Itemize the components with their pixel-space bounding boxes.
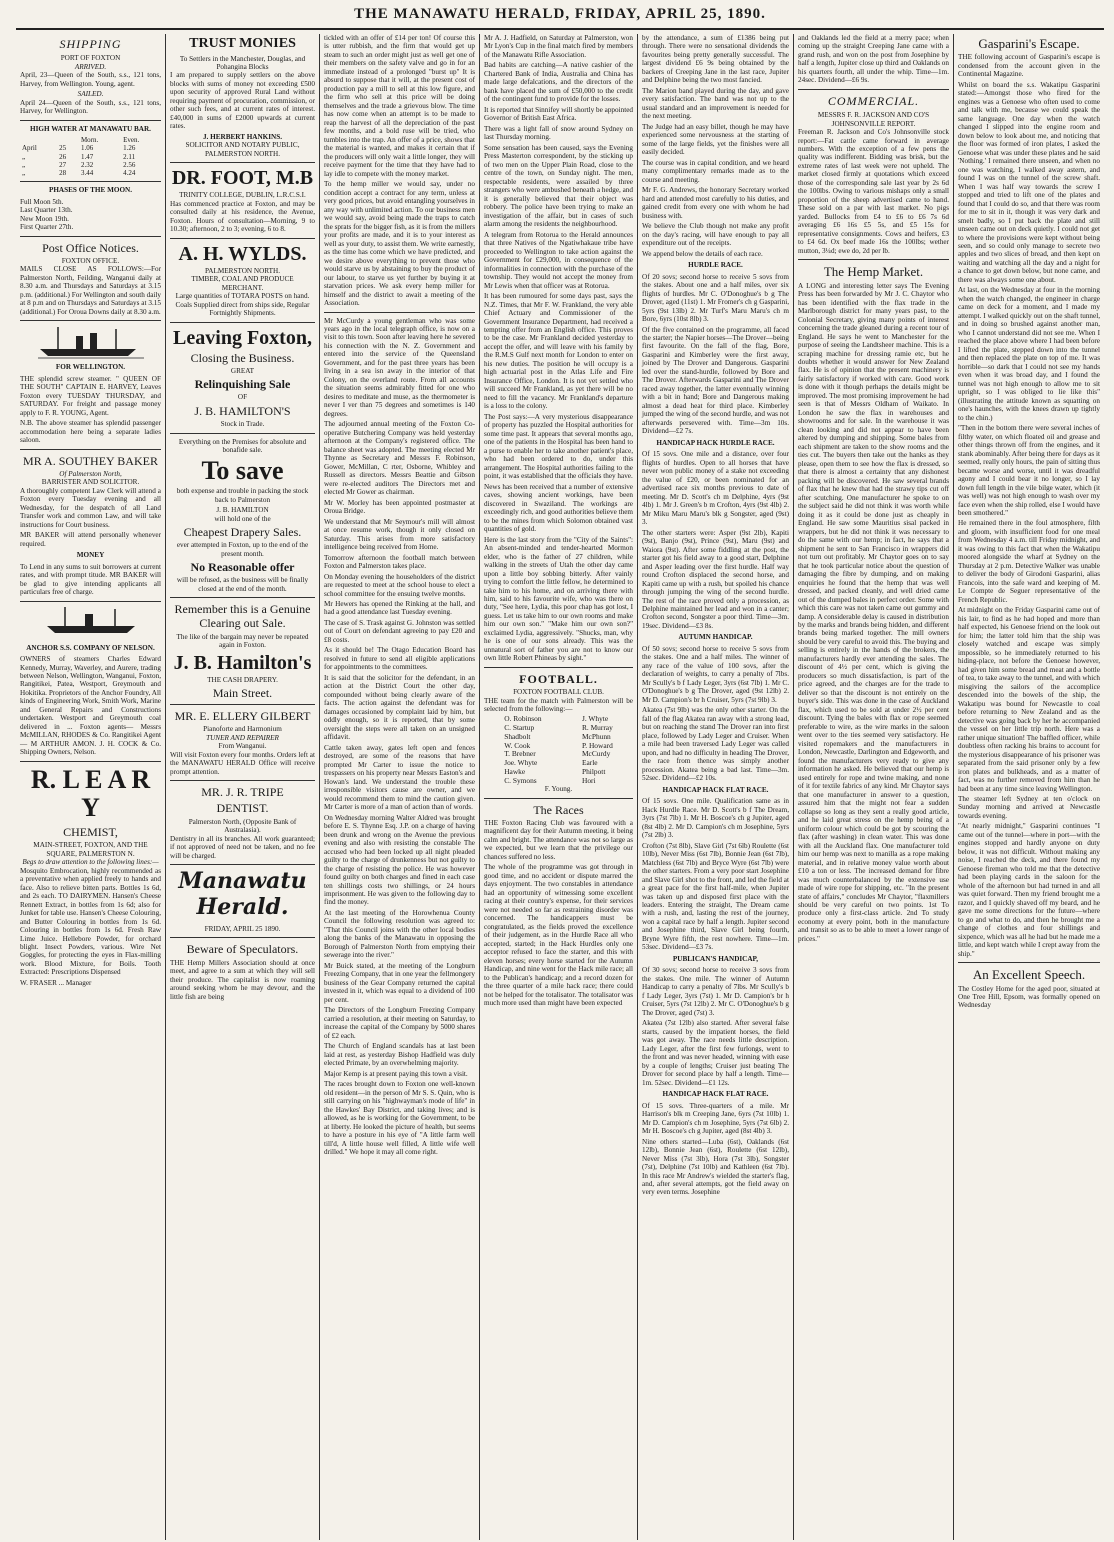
paragraph: Mr Hewers has opened the Rinking at the hall, and had a good attendance last Tuesday evening. (324, 600, 475, 617)
sailed-text: April 24—Queen of the South, s.s., 121 tons, Harvey, for Wellington. (20, 98, 161, 116)
paragraph: Mr F. G. Andrews, the honorary Secretary worked hard and attended most carefully to his duties, and gained credit from every one with whom he had business with. (642, 186, 789, 220)
paragraph: There was a light fall of snow around Sydney on last Thursday morning. (484, 124, 633, 142)
paragraph: At last, on the Wednesday at four in the morning when the watch changed, the engineer in charge came on deck for a moment, and I made my attempt. I walked quickly out on the shaft tunnel, and in doing so brushed against another man, who I cannot understand did not see me. When I reached the place above where I had been before I lifted the plate, stepped down into the tunnel and then replaced the plate on top of me. It was horrible—so dark that I could not see my hands even when it was broad day, and I found the tunnel was not high enough to allow me to sit upright, so I was obliged to lie like this" (illustrating the attitude known as squatting on one's haunches, with the knees drawn up tightly to the chin.) (958, 286, 1100, 422)
leaving-heading: Leaving Foxton, (173, 326, 312, 349)
escape-heading: Gasparini's Escape. (978, 36, 1080, 51)
paragraph: The Judge had an easy billet, though he may have experienced some nervousness at the starting of some of the large fields, yet the finishes were all easily decided. (642, 122, 789, 157)
column-1: SHIPPING PORT OF FOXTON ARRIVED. April, 23—Queen of the South, s.s., 121 tons, Harvey, from Wellington. Young, agent. SAILED. April 24—Queen of the South, s.s., 121 tons, Harvey, for Wellington. HIGH WATER AT MANAWATU BAR. Morn. Even. April 25 1.06 1.26 „ 26 1.47 2.11 „ 27 2.32 2.56 „ 28 3.44 4.24 PHASES OF THE MOON. Full Moon 5th. Last Quarter 13th. New Moon 19th. First Quarter 27th. Post Office Notices. FOXTON OFFICE. MAILS CLOSE AS FOLLOWS:—For Palmerston North, Feilding, Wanganui daily at 8.30 a.m. and Thursdays and Saturdays at 3.15 p.m. (additional.) For Wellington and south daily at 8 p.m and on Thursdays and Saturdays at 3.15 (additional.) For Oroua Downs daily at 8.30 a.m. FOR WELLINGTON. THE splendid screw steamer. " QUEEN OF THE SOUTH" CAPTAIN E. HARVEY, Leaves Foxton every TUESDAY THURSDAY, and SATURDAY. For freight and passage money apply to F. R. YOUNG, Agent. N.B. The above steamer has splendid passenger accommodation here being a separate ladies saloon. MR A. SOUTHEY BAKER Of Palmerston North, BARRISTER AND SOLICITOR. A thoroughly competent Law Clerk will attend a Foxton every Tuesday evening and all Wednesday, for the despatch of all Land Transfer work and common Law, and will take instructions for Court business. MR BAKER will attend personally whenever required. MONEY To Lend in any sums to suit borrowers at current rates, and with prompt titude. MR BAKER will be glad to give intending applicants all particulars free of charge. ANCHOR S.S. COMPANY OF NELSON. OWNERS of steamers Charles Edward Kennedy, Murray, Waverley, and Aurere, trading between Nelson, Wellington, Wanganui, Foxton, Rangitikei, Patea, Westport, Greymouth and Hokitika. Proprietors of the Anchor Foundry, All kinds of Engineering Work, Smith Work, Marine and General Repairs and Constructions undertaken. Westport and Greymouth coal delivered in ... Foxton agents— Messrs McMILLAN, RHODES & Co. Rangitikei Agent— M ARTHUR AMON. J. H. COCK & Co. Shipping Owners, Nelson. R. L E A R Y CHEMIST, MAIN-STREET, FOXTON, AND THE SQUARE, PALMERSTON N. Begs to draw attention to the following lines:— Mosquito Embrocation, highly recommended as a preventative when applied freely to hands and face. Also to relieve bitten parts. Bottles 1s 6d, and 2s each. TO DAIRYMEN. Hansen's Cheese Rennett Extract, in bottles from 1s 6d; also for Junket for table use. Hansen's Cheese Colouring, and Butter Colouring in bottles from 1s 6d. Colouring in bottles from 1s 6d. Fresh Raw Lime Juice. Hellebore Powder, for orchard blight. Insect Powders, various. Wire Net Goggles, for protecting the eyes in Flax-milling work. Blood Mixture, for Boils. Tooth Extracted: Prescriptions Dispensed W. FRASER ... Manager (16, 34, 166, 1540)
arrived-text: April, 23—Queen of the South, s.s., 121 tons, Harvey, from Wellington. Young, agent. (20, 71, 161, 88)
tide-heading: HIGH WATER AT MANAWATU BAR. (30, 124, 151, 133)
speech-heading: An Excellent Speech. (972, 967, 1086, 983)
paragraph: The Directors of the Longburn Freezing Company carried a resolution, at their meeting on Saturday, to increase the capital of the Company by 5000 shares of £2 each. (324, 1006, 475, 1040)
paragraph: News has been received that a number of extensive caves, showing ancient workings, have been discovered in Swaziland. The workings are exceedingly rich, and good authorities believe them to be the mines from which Solomon obtained vast quantities of gold. (484, 482, 633, 534)
paragraph: tickled with an offer of £14 per ton! Of course this is utter rubbish, and the firm that would get up steam to such an order might just as well get one of their members on the safety valve and go in for an immediate instead of a prolonged "burst up" It is absurd to suppose that it will, at the present cost of production pay a mill to sell at this low figure, and the firm who sell at this price will be doing themselves and the trade a grievous blow. The time has now come when an attempt is to be made to reap the harvest of all the depreciation of the past few months, and a bold ruse will be tried, who tumbles into the trap. An offer of a price, shows that the material is wanted, and makes it certain that if the producers will only wait a little longer, they will receive payment for the time that they have had to lay idle to compete with the money market. (324, 34, 475, 178)
to-save-heading: To save (201, 455, 284, 485)
paragraph: "Then in the bottom there were several inches of filthy water, on which floated oil and grease and other things thrown off from the engines, and it stank abominably. After being there for days as it seemed, really only hours, the pain of sitting thus became worse and worse, until it was dreadful agony and I could bear it no longer, so I lay down full length in the vile bilge water, which (it was well) was not high enough to wash over my face even when the ship rolled, else I would have been smothered." (958, 424, 1100, 517)
list-item: Earle (581, 758, 598, 768)
table-row: „ 26 1.47 2.11 (22, 152, 136, 161)
list-item: C. Symons (504, 775, 537, 785)
column-2: TRUST MONIES To Settlers in the Manchester, Douglas, and Pohangina Blocks I am prepared to supply settlers on the above blocks with sums of money not exceeding £500 upon security of approved Rural Land without requiring payment of procuration, commission, or other such fees, and at current rates of interest. £40,000 in sums of £2000 upwards at current rates. J. HERBERT HANKINS. SOLICITOR AND NOTARY PUBLIC, PALMERSTON NORTH. DR. FOOT, M.B TRINITY COLLEGE, DUBLIN, L.R.C.S.I. Has commenced practice at Foxton, and may be consulted daily at his residence, the Avenue, Foxton. Hours of consultation—Morning, 9 to 10.30; afternoon, 2 to 3; evening, 6 to 8. A. H. WYLDS. PALMERSTON NORTH. TIMBER, COAL AND PRODUCE MERCHANT. Large quantities of TOTARA POSTS on hand. Coals Supplied direct from ships side, Regular Fortnightly Shipments. Leaving Foxton, Closing the Business. GREAT Relinquishing Sale OF J. B. HAMILTON'S Stock in Trade. Everything on the Premises for absolute and bonafide sale. To save both expense and trouble in packing the stock back to Palmerston J. B. HAMILTON will hold one of the Cheapest Drapery Sales. ever attempted in Foxton, up to the end of the present month. No Reasonable offer will be refused, as the business will be finally closed at the end of the month. Remember this is a Genuine Clearing out Sale. The like of the bargain may never be repeated again in Foxton. J. B. Hamilton's THE CASH DRAPERY. Main Street. MR. E. ELLERY GILBERT Pianoforte and Harmonium TUNER AND REPAIRER From Wanganui. Will visit Foxton every four months. Orders left at the MANAWATU HERALD Office will receive prompt attention. MR. J. R. TRIPE DENTIST. Palmerston North, (Opposite Bank of Australasia). Dentistry in all its branches. All work guaranteed; if not approved of need not be taken, and no fee will be charged. Manawatu Herald. FRIDAY, APRIL 25 1890. Beware of Speculators. THE Hemp Millers Association should at once meet, and agree to a sum at which they will sell their produce. The capitalist is now roaming around seeking whom he may devour, and the little fish are being (166, 34, 320, 1540)
list-item: P. Howard (581, 740, 613, 750)
paragraph: The Church of England scandals has at last been laid at rest, as yesterday Bishop Hadfield was duly elected Primate, by an overwhelming majority. (324, 1042, 475, 1068)
wylds-name: A. H. WYLDS. (178, 242, 307, 265)
column-7: Gasparini's Escape. THE following account of Gasparini's escape is condensed from the account given in the Continental Magazine. Whilst on board the s.s. Wakatipu Gasparini stated:—Amongst those who fired for the engines was a Genoese who often used to come and talk with me, because we could speak the same language. One day when the watch changed I slipped into the engine room and down below to look about me, and noticing that the floor was formed of iron plates, I asked the Genoese what was under these plates and he said 'Nothing.' I remained there unseen, and when no one was watching, I walked away astern, and found I was on the tunnel of the screw shaft. When I was half way towards the screw I stopped and tried to lift one of the plates and found that I could do so, and that there was room for me to sit in it, though it was very dark and smelt badly, so I put back the plate and still unseen came out on deck quietly. I could not get to where the provisions were kept without being seen, and so could only manage to secrete two apples and two slices of bread, and then kept on waiting and watching all the day and a night for a chance to get down below, but none came, and there was always some one about. At last, on the Wednesday at four in the morning when the watch changed, the engineer in charge came on deck for a moment, and I made my attempt. I walked quickly out on the shaft tunnel, and in doing so brushed against another man, who I cannot understand did not see me. When I reached the place above where I had been before I lifted the plate, stepped down into the tunnel and then replaced the plate on top of me. It was horrible—so dark that I could not see my hands even when it was broad day, and I found the tunnel was not high enough to allow me to sit upright, so I was obliged to lie like this" (illustrating the attitude known as squatting on one's haunches, with the knees drawn up tightly to the chin.) "Then in the bottom there were several inches of filthy water, on which floated oil and grease and other things thrown off from the engines, and it stank abominably. After being there for days as it seemed, really only hours, the pain of sitting thus became worse and worse, until it was dreadful agony and I could bear it no longer, so I lay down full length in the vile bilge water, which (it was well) was not high enough to wash over my face even when the ship rolled, else I would have been smothered." He remained there in the foul atmosphere, filth and gloom, with insufficient food for one meal from Wednesday 4 a.m. till Friday midnight, and it was owing to this fact that when the Wakatipu moored alongside the wharf at Sydney on the Thursday at 2 p.m. Detective Walker was unable to deliver the body of Girodoni Gasparini, alias Francois, into the safe ward and keeping of M. Le Compte de Seguer representative of the French Republic. At midnight on the Friday Gasparini came out of his lair, to find as he had hoped and more than half expected, his Genoese friend on the look out for him; the latter told him that the ship was closely watched and escape was simply impossible, so he immediately returned to his hiding-place, not before the Genoese however, had given him some bread and meat and a bottle of tea, to take away to the tunnel, and with which misgiving the sailors of the accomplice descended into the bowels of the ship, the Wakatipu was bound for Newcastle to coal before returning to New Zealand and as the detective was going back by her he accompanied the vessel on her little trip north. Here was a rather unique situation! The baffled officer, while doubtless often racking his brains to account for the mysterious disappearance of his prisoner was separated from the said prisoner only by a few iron plates and bulkheads, and as a matter of fact, was no further removed from him than he had been at any time since leaving Wellington. The steamer left Sydney at ten o'clock on Sunday morning and arrived at Newcastle towards evening. "At nearly midnight," Gasparini continues "I came out of the tunnel—where in port—with the engines stopped and hardly anyone on duty below, it was not difficult. Without making any noise, I reached the deck, and there found my Genoese fireman who told me that the detective had been playing cards in the saloon for the whole of the afternoon but had turned in and all was quiet forward. Then my friend brought me a razor, and I quickly shaved off my beard, and he gave me some directions for the future—where to go and what to do, and then he brought me a change of clothes and four shillings and sixpence, which was all he had but he made me a little, and kept watch while I crept away from the ship." An Excellent Speech. The Costley Home for the aged poor, situated at One Tree Hill, Epsom, was formally opened on Wednesday (958, 36, 1101, 1010)
list-item: Philpott (581, 766, 606, 776)
tripe-name: MR. J. R. TRIPE (201, 785, 284, 800)
paragraph: "At nearly midnight," Gasparini continues "I came out of the tunnel—where in port—with the engines stopped and hardly anyone on duty below, it was not difficult. Without making any noise, I reached the deck, and there found my Genoese fireman who told me that the detective had been playing cards in the saloon for the whole of the afternoon but had turned in and all was quiet forward. Then my friend brought me a razor, and I quickly shaved off my beard, and he gave me some directions for the future—where to go and what to do, and then he brought me a change of clothes and four shillings and sixpence, which was all he had but he made me a little, and kept watch while I crept away from the ship." (958, 822, 1100, 958)
moon-phase: Last Quarter 13th. (20, 206, 73, 215)
paragraph: The whole of the programme was got through in good time, and no accident or dispute marred the days enjoyment. The two constables in attendance had an opportunity of witnessing some excellent racing at their country's expense, for their services were not needed so far as restraining disorder was concerned. The handicappers must be congratulated, as the fields proved the excellence of their judgement, as in the Hurdle Race all who accepted, started; in the Hack Hurdles only one acceptor refused to face the starter, and this with eleven horses; every horse started for the Autumn Handicap, and nine went for the Hack mile race; all to the Publican's handicap; and a record dozen for the three quarter of a mile hack race; there could not be helped for the totalisator. The totalisator was much more used than might have been expected (484, 863, 633, 1008)
paragraph: Whilst on board the s.s. Wakatipu Gasparini stated:—Amongst those who fired for the engines was a Genoese who often used to come and talk with me, because we could speak the same language. One day when the watch changed I slipped into the engine room and down below to look about me, and noticing that the floor was formed of iron plates, I asked the Genoese what was under these plates and he said 'Nothing.' I remained there unseen, and when no one was watching, I walked away astern, and found I was on the tunnel of the screw shaft. When I was half way towards the screw I stopped and tried to lift one of the plates and found that I could do so, and that there was room for me to sit in it, though it was very dark and smelt badly, so I put back the plate and still unseen came out on deck quietly. I could not get to where the provisions were kept without being seen, and so could only manage to secrete two apples and two slices of bread, and then kept on waiting and watching all the day and a night for a chance to get down below, but none came, and there was always some one about. (958, 80, 1100, 284)
paragraph: To the hemp miller we would say, under no condition accept a contract for any term, unless at very good prices, but avoid entangling yourselves in any way with unlimited action. To our business men we would say, avoid being made the traps to catch the sprats for the bigger fish, as it is from the millers your profits are made, and it is to your interest as well as your duty, to assist them. We write earnestly, as the time has come which we have predicted, and we desire above everything to prevent those who would starve us by abstaining to buy the product of our labour, to starve us yet further by buying it at starvation prices. We ask every hemp miller for himself and the district to await a meeting of the Association. (324, 180, 475, 308)
list-item: O. Robinson (504, 714, 542, 724)
paragraph: The Marion band played during the day, and gave every satisfaction. The band was not up to the usual standard and an improvement is needed for the next meeting. (642, 86, 789, 121)
paragraph: Bad habits are catching—A native cashier of the Chartered Bank of India, Australia and China has made large defalcations, and the directors of the bank have placed the sum of £50,000 to the credit of the contingent fund to provide for the losses. (484, 61, 633, 104)
baker-name: MR A. SOUTHEY BAKER (23, 453, 158, 468)
paragraph: He remained there in the foul atmosphere, filth and gloom, with insufficient food for one meal from Wednesday 4 a.m. till Friday midnight, and it was owing to this fact that when the Wakatipu moored alongside the wharf at Sydney on the Thursday at 2 p.m. Detective Walker was unable to deliver the body of Girodoni Gasparini, alias Francois, into the safe ward and keeping of M. Le Compte de Seguer representative of the French Republic. (958, 519, 1100, 604)
races-heading: The Races (533, 802, 584, 817)
paragraph: Some sensation has been caused, says the Evening Press Masterton correspondent, by the sticking up of two men on the Upper Plain Road, close to the centre of the town, on Sunday night. The men, respectable residents, were assailed by three strangers who were ambushed beneath a hedge, and it is generally believed that their object was robbery. The police have been trying to make an investigation of the affair, but in cases of such alarm among the residents the neighbourhood. (484, 143, 633, 229)
list-item: T. Brebner (504, 749, 536, 759)
list-item: Shadbolt (504, 731, 531, 741)
moon-heading: PHASES OF THE MOON. (48, 186, 133, 195)
paragraph: Mr Buick stated, at the meeting of the Longburn Freezing Company, that in one year the fellmongery business of the Gear Company returned the capital invested in it, which was equal to a dividend of 100 per cent. (324, 961, 475, 1004)
port-heading: PORT OF FOXTON (60, 54, 121, 63)
masthead-title: THE MANAWATU HERALD, FRIDAY, APRIL 25, 1890. (354, 6, 766, 22)
paragraph: As it should be! The Otago Education Board has resolved in future to send all eligible applications for appointments to the committees. (324, 646, 475, 672)
paragraph: Mr A. J. Hadfield, on Saturday at Palmerston, won Mr Lyon's Cup in the final match fired by members of the Manawatu Rifle Association. (484, 34, 633, 59)
tide-table: Morn. Even. April 25 1.06 1.26 „ 26 1.47 2.11 „ 27 2.32 2.56 „ 28 3.44 4.24 (20, 136, 161, 177)
list-item: R. Murray (581, 723, 613, 733)
chemist-name: R. L E A R Y (30, 764, 151, 823)
paragraph: We understand that Mr Seymour's mill will almost at once resume work, though it only closed on Saturday. This arises from more satisfactory intelligence being received from Home. (324, 517, 475, 552)
trust-heading: TRUST MONIES (189, 36, 296, 51)
paragraph: A LONG and interesting letter says The Evening Press has been forwarded by Mr J. C. Chaytor who has been identified with the flax trade in the Marlborough district for many years past, to the Colonial Secretary, giving many points of interest concerning the trade gleaned during a recent tour of England. He says he went to Manchester for the purpose of seeing the Landtsheer machine. This is a scraping machine for dressing ramie etc, but he doubts whether it would answer for New Zealand flax. He is of opinion that the present machinery is fairly satisfactory if worked with care. Good work is done with it though perhaps the details might be improved. The most promising improvement he had seen is that of Messrs Oldham of Waikato. In London he saw the flax in warehouses and showrooms and for sale. In the warehouse it was clean looking and did not appear to have been altered by dumping and shipping. Some bales from each shipment are taken to the show rooms and the ties cut. The buyers then take out the hanks as they please, open them to see how the flax is dressed, so that there is almost a certainty that any dishonest packing will be discovered. He saw several brands of flax that he knew that had the strawy tips cut off after scutching. One manufacturer he spoke to on the subject said he did not think it was worth while doing it as it could be done just as cheaply in England. He saw some Mauritius sisal packed in wrappers, but he did not think it was necessary to do the same with our hemp; in fact, he says that a shipment he sent to San Francisco in wrappers did not turn out profitably. Mr Chaytor goes on to say that he took particular notice about the question of damaging the fibre by dumping, and on making enquiries he found that the hemp that was well dressed, and packed cleanly, and well dried came out of the dumped bales in perfect order. Some with which this care was not taken came out gummy and damp. A considerable delay is caused in distribution by the marks and brands being hidden, and different brands being marked together. The mill owners should be very careful to avoid this. The buying and selling is entirely in the hands of the brokers, the manufacturers hardly ever attending the sales. The discount of 4½ per cent, which is giving the producers so much dissatisfaction, is part of the price agreed, and the charges are for the trade to deliver so that the discount is not entirely on the buyer's side. This was done in the case of Auckland flax, which used to be sold at under 2½ per cent discount. Tying the bales with flax or rope seemed preferable to wire, as the wire marks in the saloon went over to the ties seemed very satisfactory. He visited ropemakers and the manufacturers in London, Newcastle, Darlington and Edgeworth, and found the manufacturers very ready to give any information he asked. He believed that our hemp is used entirely for rope and twine making, and none of it for textile fabrics of any kind. Mr Chaytor says that one manufacturer in answer to a question, assured him that the might not fear a sudden collapse so long as they sent a really good article, and he laid great stress on the hemp being of a uniform colour which could be got by scouring the flax (after washing) in clean water. This was done with all the Auckland flax. One manufacturer told him our hemp was next to manilla as a rope making material, and in relative money value worth about £10 a ton or less. The increased demand for fibre was much counterbalanced by the extensive use made of wire rope for shipping, etc. "In the present state of affairs," concludes Mr Chaytor, "flaxmillers should be very careful on two points. 1st To produce only a first-class article. 2nd To study economy at every point, both in the manufacture and transit so as to be able to meet a lower range of prices." (798, 281, 949, 943)
list-item: Joe. Whyte (504, 758, 538, 768)
list-item: Hawke (504, 766, 526, 776)
steamship-icon (41, 606, 141, 636)
column-3 (320, 34, 480, 1540)
paragraph: The races brought down to Foxton one well-known old resident—in the person of Mr S. S. Quin, who is still carrying on his "highwayman's mode of life" in the Hawkes' Bay District, and taking lives; and is allowed, as he is working for the Government, to be at liberty. He looked the picture of health, but seems to have a posture in his eye of "A little farm well till'd, A little house well filled, A little wife well drilled." We hope it may all come right. (324, 1080, 475, 1157)
paragraph: The Post says:—A very mysterious disappearance of property has puzzled the Hospital authorities for some time past. It appears that several months ago, one of the patients in the Hospital has been hand to a purse to enable her to take another patient's place, who had been ordered to do, under this arrangement. The Hospital authorities failing to the point, it was established that the officials they have. (484, 412, 633, 481)
anchor-ship-illustration (20, 606, 161, 640)
beware-heading: Beware of Speculators. (186, 942, 299, 957)
paragraph: The adjourned annual meeting of the Foxton Co-operative Butchering Company was held yesterday afternoon at the Company's registered office. The balance sheet was adopted. The meeting elected Mr Thynne as Secretary and Messrs F. Robinson, Gower, McMillan, C rter, Osborne, Whibley and Russell as directors. Messrs Beattie and Gibson were re-elected auditors The Directors met and elected Mr Gower as chairman. (324, 420, 475, 497)
paragraph: We believe the Club though not make any profit on the day's racing, will have enough to pay all expenditure out of the receipts. (642, 222, 789, 248)
gilbert-name: MR. E. ELLERY GILBERT (174, 709, 311, 724)
moon-phase: New Moon 19th. (20, 214, 69, 223)
herald-logo: Manawatu Herald. (178, 868, 307, 920)
steamer-illustration (20, 325, 161, 359)
anchor-heading: ANCHOR S.S. COMPANY OF NELSON. (26, 643, 155, 652)
hamilton-logo: J. B. Hamilton's (173, 651, 312, 674)
paragraph: On Wednesday morning Walter Aldred was brought before E. S. Thynne Esq. J.P. on a charge of having been drunk and wrong on the Avenue the previous evening and also with resisting the constable The accused who had been locked up all night pleaded guilty to the charge of drunkenness but not guilty to the charge of resisting the police. He was however found guilty on both charges and fined in each case ten shillings costs two shillings, or 24 hours imprisonment. He was given to the following day to find the money. (324, 813, 475, 907)
paragraph: Major Kemp is at present paying this town a visit. (324, 1069, 468, 1078)
paragraph: At the last meeting of the Horowhenua County Council the following resolution was agreed to: "That this Council joins with the other local bodies along the banks of the Manawatu in opposing the Borough of Palmerston North from emptying their sewerage into the river." (324, 908, 475, 960)
list-item: J. Whyte (581, 714, 609, 724)
shipping-heading: SHIPPING (59, 37, 122, 51)
foot-name: DR. FOOT, M.B (171, 167, 314, 190)
paragraph: The case of S. Trask against G. Johnston was settled out of Court on defendant agreeing to pay £20 and £8 costs. (324, 618, 475, 644)
list-item: Hori (581, 775, 596, 785)
commercial-heading: COMMERCIAL. (827, 93, 920, 108)
paragraph: Mr McCurdy a young gentleman who was some years ago in the local telegraph office, is now on a visit to this town. Soon after leaving here he severed his connection with the N. Z. Government and entered into the service of the Queensland Government, and for the past three years has been living in a sea isn away in the interior of that Colony, on the overland route. From all accounts the situation seems admirably fitted for one who desires to meditate and muse, as the thermometer is never I ver than 75 degrees and sometimes is 140 degrees. (324, 316, 475, 418)
column-6: and Oaklands led the field at a merry pace; when coming up the straight Creeping Jane came with a grand rush, and won on the post from Josephine by half a length, Jupiter close up third and Oaklands on his quarters fourth, all under the whip. Time—1m. 24sec. Dividend—£6 9s. COMMERCIAL. MESSRS F. R. JACKSON AND CO'S JOHNSONVILLE REPORT. Freeman R. Jackson and Co's Johnsonville stock report:—Fat cattle came forward in average numbers. With the exception of a few pens the quality was indifferent. Bidding was brisk, but the extreme rates of last week were not upheld. The market closed firmly at quotations which exceed those of the corresponding sale last year by 2s 6d the 100lbs. Owing to various mishaps only a small proportion of the sheep advertised came to hand. These sold on a par with last market. No pigs yarded. Bullocks from £4 to £6 to £6 7s 6d averaging £6 16s £5 5s, and £5 15s for representative consignments. Cows and heifers, £3 to £4 6d. Ox beef made 16s the 100lbs; wether mutton, 3¼d; ewe do, 2d per lb. The Hemp Market. A LONG and interesting letter says The Evening Press has been forwarded by Mr J. C. Chaytor who has been identified with the flax trade in the Marlborough district for many years past, to the Colonial Secretary, giving many points of interest concerning the trade gleaned during a recent tour of England. He says he went to Manchester for the purpose of seeing the Landtsheer machine. This is a scraping machine for dressing ramie etc, but he doubts whether it would answer for New Zealand flax. He is of opinion that the present machinery is fairly satisfactory if worked with care. Good work is done with it though perhaps the details might be improved. The most promising improvement he had seen is that of Messrs Oldham of Waikato. In London he saw the flax in warehouses and showrooms and for sale. In the warehouse it was clean looking and did not appear to have been altered by dumping and shipping. Some bales from each shipment are taken to the show rooms and the ties cut. The buyers then take out the hanks as they please, open them to see how the flax is dressed, so that there is almost a certainty that any dishonest packing will be discovered. He saw several brands of flax that he knew that had the strawy tips cut off after scutching. One manufacturer he spoke to on the subject said he did not think it was worth while doing it as it could be done just as cheaply in England. He saw some Mauritius sisal packed in wrappers, but he did not think it was necessary to do the same with our hemp; in fact, he says that a shipment he sent to San Francisco in wrappers did not turn out profitably. Mr Chaytor goes on to say that he took particular notice about the question of damaging the fibre by dumping, and on making enquiries he found that the hemp that was well dressed, and packed cleanly, and well dried came out of the dumped bales in perfect order. Some with which this care was not taken came out gummy and damp. A considerable delay is caused in distribution by the marks and brands being hidden, and different brands being marked together. The mill owners should be very careful to avoid this. The buying and selling is entirely in the hands of the brokers, the manufacturers hardly ever attending the sales. The discount of 4½ per cent, which is giving the producers so much dissatisfaction, is part of the price agreed, and the charges are for the trade to deliver so that the discount is not entirely on the buyer's side. This was done in the case of Auckland flax, which used to be sold at under 2½ per cent discount. Tying the bales with flax or rope seemed preferable to wire, as the wire marks in the saloon went over to the ties seemed very satisfactory. He visited ropemakers and the manufacturers in London, Newcastle, Darlington and Edgeworth, and found the manufacturers very ready to give any information he asked. He believed that our hemp is used entirely for rope and twine making, and none of it for textile fabrics of any kind. Mr Chaytor says that one manufacturer in answer to a question, assured him that the might not fear a sudden collapse so long as they sent a really good article, and he laid great stress on the hemp being of a uniform colour which could be got by scouring the flax (after washing) in clean water. This was done with all the Auckland flax. One manufacturer told him our hemp was next to manilla as a rope making material, and in relative money value worth about £10 a ton or less. The increased demand for fibre was much counterbalanced by the extensive use made of wire rope for shipping, etc. "In the present state of affairs," concludes Mr Chaytor, "flaxmillers should be very careful on two points. 1st To produce only a first-class article. 2nd To study economy at every point, both in the manufacture and transit so as to be able to meet a lower range of prices." (794, 34, 954, 1540)
paragraph: It is said that the solicitor for the defendant, in an action at the District Court the other day, compounded without being clearly aware of the facts. The action against the defendant was for damages occasioned by complaint laid by him, but oddly enough, so it is reported, that by some oversight the steps were all taken on an unsigned affidavit. (324, 673, 475, 742)
table-row: „ 27 2.32 2.56 (22, 160, 136, 169)
column-5: by the attendance, a sum of £1386 being put through. There were no sensational dividends the favourites being pretty generally successful. The largest dividend £6 9s being obtained by the backers of Creeping Jane in the last race, Jupiter and Delphine being the two most fancied. The Marion band played during the day, and gave every satisfaction. The band was not up to the usual standard and an improvement is needed for the next meeting. The Judge had an easy billet, though he may have experienced some nervousness at the starting of some of the large fields, yet the finishes were all easily decided. The course was in capital condition, and we heard many complimentary remarks made as to the course and meeting. Mr F. G. Andrews, the honorary Secretary worked hard and attended most carefully to his duties, and gained credit from every one with whom he had business with. We believe the Club though not make any profit on the day's racing, will have enough to pay all expenditure out of the receipts. We append below the details of each race. HURDLE RACE. Of 20 sovs; second horse to receive 5 sovs from the stakes. About one and a half miles, over six flights of hurdles. Mr C. O'Donoghue's b g The Drover, aged (11st) 1. Mr Fromer's ch g Gasparini, 5yrs (9st 13lb) 2. Mr Turf's Maru Maru's ch m Bore, 6yrs (10st 8lb) 3. Of the five contained on the programme, all faced the starter; the Napier horses—The Drover—being first favourite. On the fall of the flag, Bore, Gasparini and Kimberley were the first away, joined by The Drover and Dangerous. Gasparini led over the stand-hurdle, followed by Bore and The Drover. Afterwards Gasparini and The Drover raced away together, the latter eventually winning with a bit in hand; Bore and Dangerous making almost a dead heat for third place. Kimberley jumped the wing of the second hurdle, and was not afterwards persevered with. Time—3m 10s. Dividend—£2 7s. HANDICAP HACK HURDLE RACE. Of 15 sovs. One mile and a distance, over four flights of hurdles. Open to all horses that have never won public money of a stake not exceeding the value of £20, or been nominated for an advertised race six months previous to date of meeting. Mr D. Scott's ch m Delphine, 4yrs (9st 4lb) 1. Mr J. Green's b m Crofton, 4yrs (9st 4lb) 2. Mr Miku Maru Maru's blk g Songster, aged (9st) 3. The other starters were: Asper (9st 2lb), Kapiti (9st), Banjo (9st), Prince (9st), Maru (9st) and Waiora (9st). After some fiddling at the post, the starter got his field away to a good start, Delphine and Asper leading over the first hurdle. Half way round Crofton displaced the second horse, and Kapiti came up with a rush, but spoiled his chance through jumping the wing of the second hurdle. The rest of the race proved only a procession, as Delphine maintained her lead and won in a canter; Crofton second, Songster a poor third. Time—3m. 19sec. Dividend—£3 8s. AUTUMN HANDICAP. Of 50 sovs; second horse to receive 5 sovs from the stakes. One and a half miles. The winner of any race of the value of 100 sovs, after the declaration of weights, to carry a penalty of 7lbs. Mr Scully's b f Lady Leger, 3yrs (6st 7lb) 1. Mr C. O'Donoghue's b g The Drover, aged (9st 12lb) 2. Mr D. Campion's br h Cruiser, 5yrs (7st 9lb) 3. Akatea (7st 9lb) was the only other starter. On the fall of the flag Akatea ran away with a strong lead, but on reaching the stand The Drover ran into first place, followed by Lady Leger and Cruiser. When a mile had been traversed Lady Leger was called upon, and had no difficulty in heading The Drover, the race from thence was simply another procession. Akatea being a bad last. Time—3m. 52sec. Dividend—£2 10s. HANDICAP HACK FLAT RACE. Of 15 sovs. One mile. Qualification same as in Hack Hurdle Race. Mr D. Scott's b f The Dream, 3yrs (7st 7lb) 1. Mr H. Boscoe's ch g Jupiter, aged (8st 4lb) 2. Mr D. Campion's ch m Josephine, 5yrs (7st 2lb) 3. Crofton (7st 8lb), Slave Girl (7st 6lb) Roulette (6st 10lb), Never Miss (6st 7lb), Bonnie Jean (6st 7lb), Matchless (6st 7lb) and Bryce Wyre (6st 7lb) were the other starters. From a very poor start Josephine and Slave Girl shot to the front, and led the field at a great pace for the first half-mile, when Jupiter was taken up and disposed first place with the leaders. Entering the straight, The Dream came with a rush, and, lasting the rest of the journey, won a capital race by half a length. Jupiter second and Josephine third, Slave Girl being fourth, Bryne Wyre fifth, the rest nowhere. Time—1m. 53sec. Dividend—£3 7s. PUBLICAN'S HANDICAP, Of 30 sovs; second horse to receive 3 sovs from the stakes. One mile. The winner of Autumn Handicap to carry a penalty of 7lbs. Mr Scully's b f Lady Leger, 3yrs (7st) 1. Mr D. Campion's br h Cruiser, 5yrs (7st 12lb) 2. Mr C. O'Donoghue's b g The Drover, aged (7st) 3. Akatea (7st 12lb) also started. After several false starts, caused by the impatient horses, the field was got away. The race needs little description. Lady Leger, after the first few furlongs, went to the front and was never headed, winning with ease by a couple of lengths; Cruiser just beating The Drover for second place by half a length. Time—1m. 52sec. Dividend—£1 12s. HANDICAP HACK FLAT RACE. Of 15 sovs. Three-quarters of a mile. Mr Harrison's blk m Creeping Jane, 6yrs (7st 10lb) 1. Mr D. Campion's ch m Josephine, 5yrs (7st 6lb) 2. Mr H. Boscoe's ch g Jupiter, aged (8st 4lb) 3. Nine others started—Luba (6st), Oaklands (6st 12lb), Bonnie Jean (6st), Roulette (6st 12lb), Never Miss (7st 3lb), Hora (7st 3lb), Songster (7st), Delphine (7st 10lb) and Kathleen (6st 7lb). In this race Mr Andrew's wielded the starter's flag, and, after several attempts, got the field away on very even terms. Josephine (638, 34, 794, 1540)
paragraph: It is reported that Sinnifey will shortly be appointed Governor of British East Africa. (484, 105, 633, 123)
paragraph: The steamer left Sydney at ten o'clock on Sunday morning and arrived at Newcastle towards evening. (958, 794, 1100, 820)
post-text: MAILS CLOSE AS FOLLOWS:—For Palmerston North, Feilding, Wanganui daily at 8.30 a.m. and Thursdays and Saturdays at 3.15 p.m. (additional.) For Wellington and south daily at 8 p.m and on Thursdays and Saturdays at 3.15 (additional.) For Oroua Downs daily at 8.30 a.m. (20, 265, 161, 316)
team-list (484, 715, 633, 785)
post-heading: Post Office Notices. (42, 240, 139, 255)
paragraph: At midnight on the Friday Gasparini came out of his lair, to find as he had hoped and more than half expected, his Genoese friend on the look out for him; the latter told him that the ship was closely watched and escape was simply impossible, so he immediately returned to his hiding-place, not before the Genoese however, had given him some bread and meat and a bottle of tea, to take away to the tunnel, and with which misgiving the sailors of the accomplice descended into the bowels of the ship, the Wakatipu was bound for Newcastle to coal before returning to New Zealand and as the detective was going back by her he accompanied the vessel on her little trip north. Here was a rather unique situation! The baffled officer, while doubtless often racking his brains to account for the mysterious disappearance of his prisoner was separated from the said prisoner only by a few iron plates and bulkheads, and as a matter of fact, was no further removed from him than he had been at any time since leaving Wellington. (958, 606, 1101, 793)
football-heading: FOOTBALL. (519, 671, 598, 686)
paragraph: Tomorrow afternoon the football match between Foxton and Palmerston takes place. (324, 553, 475, 571)
columns (16, 34, 1104, 1540)
list-item: McCurdy (581, 749, 611, 759)
paragraph: A telegram from Rotorua to the Herald announces that three Natives of the Ngatiwhakaue tribe have proceeded to Wellington to take action against the Government for £29,000, in consequence of the informalities in connection with the purchase of the township. They would not accept the money from Mr Lewis when that officer was at Rotorua. (484, 230, 633, 290)
moon-phase: First Quarter 27th. (20, 223, 74, 232)
paragraph: Cattle taken away, gates left open and fences destroyed, are some of the reasons that have prompted Mr Carter to issue the notice to trespassers on his property near Messrs Easton's and Howan's land. We understand the trouble these irresponsible visitors cause are owner, and we would recommend them to mind the caution given. Mr Carter is more of a man of action than of words. (324, 743, 475, 812)
wellington-heading: FOR WELLINGTON. (55, 363, 126, 372)
moon-phase: Full Moon 5th. (20, 197, 64, 206)
paragraph: On Monday evening the householders of the district are requested to meet at the school house to elect a school committee for the ensuing twelve months. (324, 572, 475, 598)
list-item: W. Cook (504, 740, 531, 750)
paragraph: THE Foxton Racing Club was favoured with a magnificent day for their Autumn meeting, it being calm and bright. The attendance was not so large as we expected, but we learn that the privilege our chances suffered no less. (484, 819, 633, 861)
column-4: Mr A. J. Hadfield, on Saturday at Palmerston, won Mr Lyon's Cup in the final match fired by members of the Manawatu Rifle Association. Bad habits are catching—A native cashier of the Chartered Bank of India, Australia and China has made large defalcations, and the directors of the bank have placed the sum of £50,000 to the credit of the contingent fund to provide for the losses. It is reported that Sinnifey will shortly be appointed Governor of British East Africa. There was a light fall of snow around Sydney on last Thursday morning. Some sensation has been caused, says the Evening Press Masterton correspondent, by the sticking up of two men on the Upper Plain Road, close to the centre of the town, on Sunday night. The men, respectable residents, were assailed by three strangers who were ambushed beneath a hedge, and it is generally believed that their object was robbery. The police have been trying to make an investigation of the affair, but in cases of such alarm among the residents the neighbourhood. A telegram from Rotorua to the Herald announces that three Natives of the Ngatiwhakaue tribe have proceeded to Wellington to take action against the Government for £29,000, in consequence of the informalities in connection with the purchase of the township. They would not accept the money from Mr Lewis when that officer was at Rotorua. It has been rumoured for some days past, says the N.Z. Times, that Mr F. W. Frankland, the very able Chief Actuary and Commissioner of the Government Insurance Department, had received a tempting offer from an English office. This proves to be the case. Mr Frankland decided yesterday to accept the offer, and will leave with his family by the R.M.S Gulf next month for London to enter on his new duties. The position he will occupy is a high actuarial post in the Atlas Life and Fire Insurance Office, London. It is not yet settled who will succeed Mr Frankland, as yet there will be no need to fill the vacancy. Mr Frankland's departure is a loss to the colony. The Post says:—A very mysterious disappearance of property has puzzled the Hospital authorities for some time past. It appears that several months ago, one of the patients in the Hospital has been hand to a purse to enable her to take another patient's place, who had been ordered to do, under this arrangement. The Hospital authorities failing to the point, it was established that the officials they have. News has been received that a number of extensive caves, showing ancient workings, have been discovered in Swaziland. The workings are exceedingly rich, and good authorities believe them to be the mines from which Solomon obtained vast quantities of gold. Here is the last story from the "City of the Saints": An absent-minded and tender-hearted Mormon elder, who is the father of 27 children, while walking in the streets of Utah the other day came upon a little boy sobbing bitterly. After vainly trying to comfort the little fellow, he determined to take him to his home, and on arriving there with him, said to his favourite wife, who was there on duty, "See here, Lydia, this poor chap has got lost, I guess. Let us take him to our own rooms and make him our own son." "Make him our own son?" exclaimed Lydia, aggressively. "Shucks, man, why he is one of our sons already. This was the unnatural sort of father you are not to know our own little Robert Phineas by sight." FOOTBALL. FOXTON FOOTBALL CLUB. THE team for the match with Palmerston will be selected from the following:— O. Robinson C. Startup Shadbolt W. Cook T. Brebner Joe. Whyte Hawke C. Symons J. Whyte R. Murray McPhunn P. Howard McCurdy Earle Philpott Hori F. Young. The Races THE Foxton Racing Club was favoured with a magnificent day for their Autumn meeting, it being calm and bright. The attendance was not so large as we expected, but we learn that the privilege our chances suffered no less. The whole of the programme was got through in good time, and no accident or dispute marred the days enjoyment. The two constables in attendance had an opportunity of witnessing some excellent racing at their country's expense, for their services were not needed so far as restraining disorder was concerned. The handicappers must be congratulated, as the fields proved the excellence of their judgement, as in the Hurdle Race all who accepted, started; in the Hack Hurdles only one acceptor refused to face the starter, and this with eleven horses; every horse started for the Autumn Handicap, and nine went for the Hack mile race; all to the Publican's handicap; and a record dozen for the three quarter of a mile hack race; there could not be helped for the totalisator. The totalisator was much more used than might have been expected (480, 34, 638, 1540)
table-row: „ 28 3.44 4.24 (22, 169, 136, 178)
steamship-icon (36, 325, 146, 359)
list-item: C. Startup (504, 723, 535, 733)
paragraph: Here is the last story from the "City of the Saints": An absent-minded and tender-hearted Mormon elder, who is the father of 27 children, while walking in the streets of Utah the other day came upon a little boy sobbing bitterly. After vainly trying to comfort the little fellow, he determined to take him to his home, and on arriving there with him, said to his favourite wife, who was there on duty, "See here, Lydia, this poor chap has got lost, I guess. Let us take him to our own rooms and make him our own son." "Make him our own son?" exclaimed Lydia, aggressively. "Shucks, man, why he is one of our sons already. This was the unnatural sort of father you are not to know our own little Robert Phineas by sight." (484, 535, 633, 663)
paragraph: The course was in capital condition, and we heard many complimentary remarks made as to the course and meeting. (642, 158, 789, 184)
paragraph: by the attendance, a sum of £1386 being put through. There were no sensational dividends the favourites being pretty generally successful. The largest dividend £6 9s being obtained by the backers of Creeping Jane in the last race, Jupiter and Delphine being the two most fancied. (642, 34, 789, 85)
list-item: McPhunn (581, 731, 611, 741)
hemp-heading: The Hemp Market. (823, 264, 924, 280)
paragraph: Mr W. Morley has been appointed postmaster at Oroua Bridge. (324, 498, 475, 516)
masthead (16, 6, 1104, 30)
paragraph: It has been rumoured for some days past, says the N.Z. Times, that Mr F. W. Frankland, the very able Chief Actuary and Commissioner of the Government Insurance Department, had received a tempting offer from an English office. This proves to be the case. Mr Frankland decided yesterday to accept the offer, and will leave with his family by the R.M.S Gulf next month for London to enter on his new duties. The position he will occupy is a high actuarial post in the Atlas Life and Fire Insurance Office, London. It is not yet settled who will succeed Mr Frankland, as yet there will be no need to fill the vacancy. Mr Frankland's departure is a loss to the colony. (484, 292, 633, 411)
paragraph: We append below the details of each race. (642, 249, 763, 258)
table-row: April 25 1.06 1.26 (22, 144, 136, 153)
